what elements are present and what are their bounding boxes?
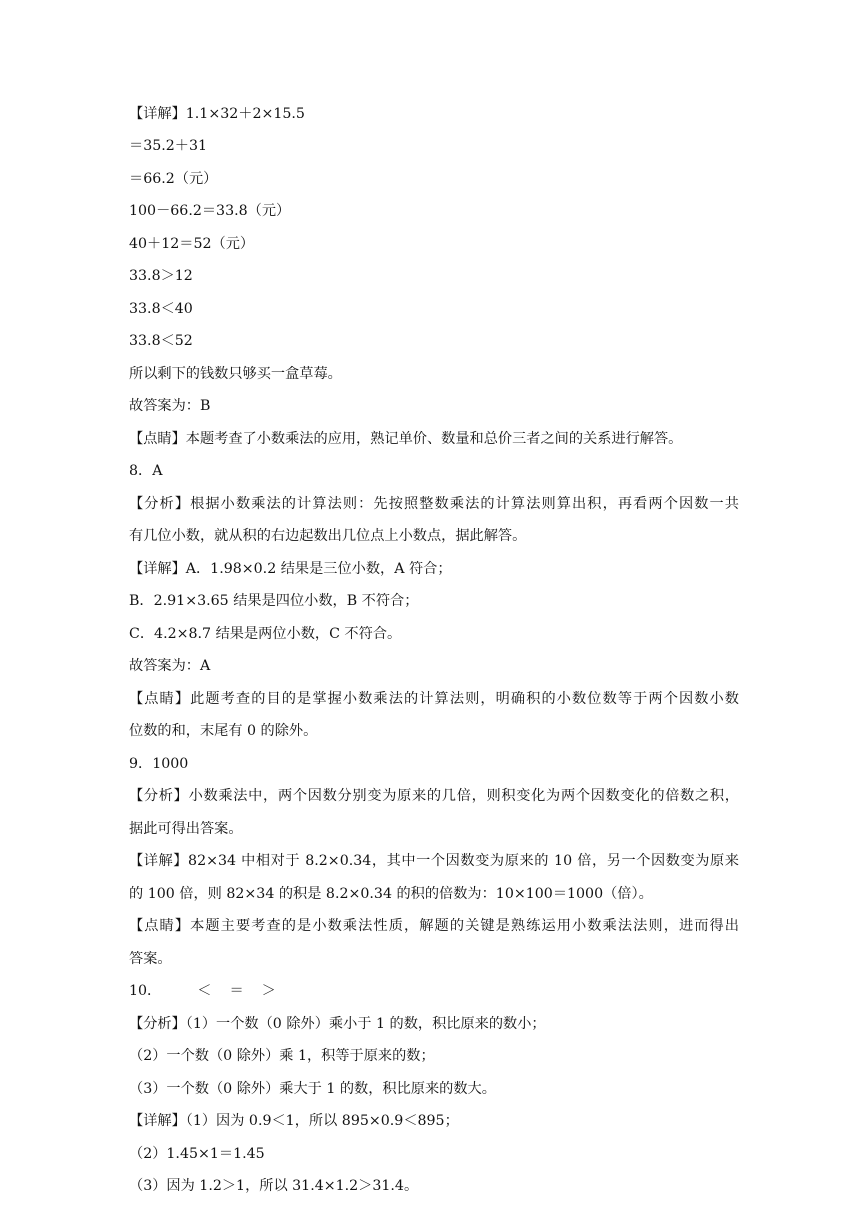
text-line: ＝66.2（元） (129, 171, 218, 187)
text-line: 【分析】（1）一个数（0 除外）乘小于 1 的数，积比原来的数小； (129, 1016, 546, 1032)
text-line: 故答案为：B (129, 398, 211, 414)
question-number: 8．A (129, 463, 163, 479)
text-line: 的 100 倍，则 82×34 的积是 8.2×0.34 的积的倍数为：10×100＝1000（倍）。 (129, 886, 653, 902)
text-line: 答案。 (129, 951, 172, 967)
text-line: ＝35.2＋31 (129, 138, 208, 154)
text-line: 33.8＜52 (129, 333, 193, 349)
text-line: 有几位小数，就从积的右边起数出几位点上小数点，据此解答。 (129, 528, 527, 544)
text-line: 【点睛】本题考查了小数乘法的应用，熟记单价、数量和总价三者之间的关系进行解答。 (129, 431, 683, 447)
text-line: （2）一个数（0 除外）乘 1，积等于原来的数； (129, 1048, 435, 1064)
text-line: 33.8＜40 (129, 301, 193, 317)
text-line: 【详解】1.1×32＋2×15.5 (129, 106, 305, 122)
text-line: 所以剩下的钱数只够买一盒草莓。 (129, 366, 342, 382)
text-line: 100－66.2＝33.8（元） (129, 203, 291, 219)
question-10-answer-line (129, 981, 739, 1001)
text-line: B．2.91×3.65 结果是四位小数，B 不符合； (129, 593, 419, 609)
text-line: 故答案为：A (129, 658, 211, 674)
text-line: 位数的和，末尾有 0 的除外。 (129, 723, 318, 739)
answer-symbol: ＜ (197, 983, 212, 999)
text-line: 【分析】小数乘法中，两个因数分别变为原来的几倍，则积变化为两个因数变化的倍数之积， (129, 788, 739, 804)
text-line: （3）一个数（0 除外）乘大于 1 的数，积比原来的数大。 (129, 1081, 496, 1097)
text-line: 【详解】A．1.98×0.2 结果是三位小数，A 符合； (129, 561, 452, 577)
answer-symbol: ＝ (229, 983, 244, 999)
text-line: 【分析】根据小数乘法的计算法则：先按照整数乘法的计算法则算出积，再看两个因数一共 (129, 496, 739, 512)
text-line: 【详解】（1）因为 0.9＜1，所以 895×0.9＜895； (129, 1113, 459, 1129)
text-line: 【详解】82×34 中相对于 8.2×0.34，其中一个因数变为原来的 10 倍，另一个因数变为原来 (129, 853, 739, 869)
text-line: 【点睛】本题主要考查的是小数乘法性质，解题的关键是熟练运用小数乘法法则，进而得出 (129, 918, 739, 934)
question-number: 9．1000 (129, 756, 189, 772)
text-line: C．4.2×8.7 结果是两位小数，C 不符合。 (129, 626, 402, 642)
text-line: 33.8＞12 (129, 268, 193, 284)
text-line: 据此可得出答案。 (129, 821, 243, 837)
text-line: （3）因为 1.2＞1，所以 31.4×1.2＞31.4。 (129, 1178, 419, 1194)
question-number: 10． (129, 983, 162, 999)
answer-symbol: ＞ (261, 983, 276, 999)
text-line: （2）1.45×1＝1.45 (129, 1146, 265, 1162)
text-line: 40＋12＝52（元） (129, 236, 255, 252)
text-line: 【点睛】此题考查的目的是掌握小数乘法的计算法则，明确积的小数位数等于两个因数小数 (129, 691, 739, 707)
